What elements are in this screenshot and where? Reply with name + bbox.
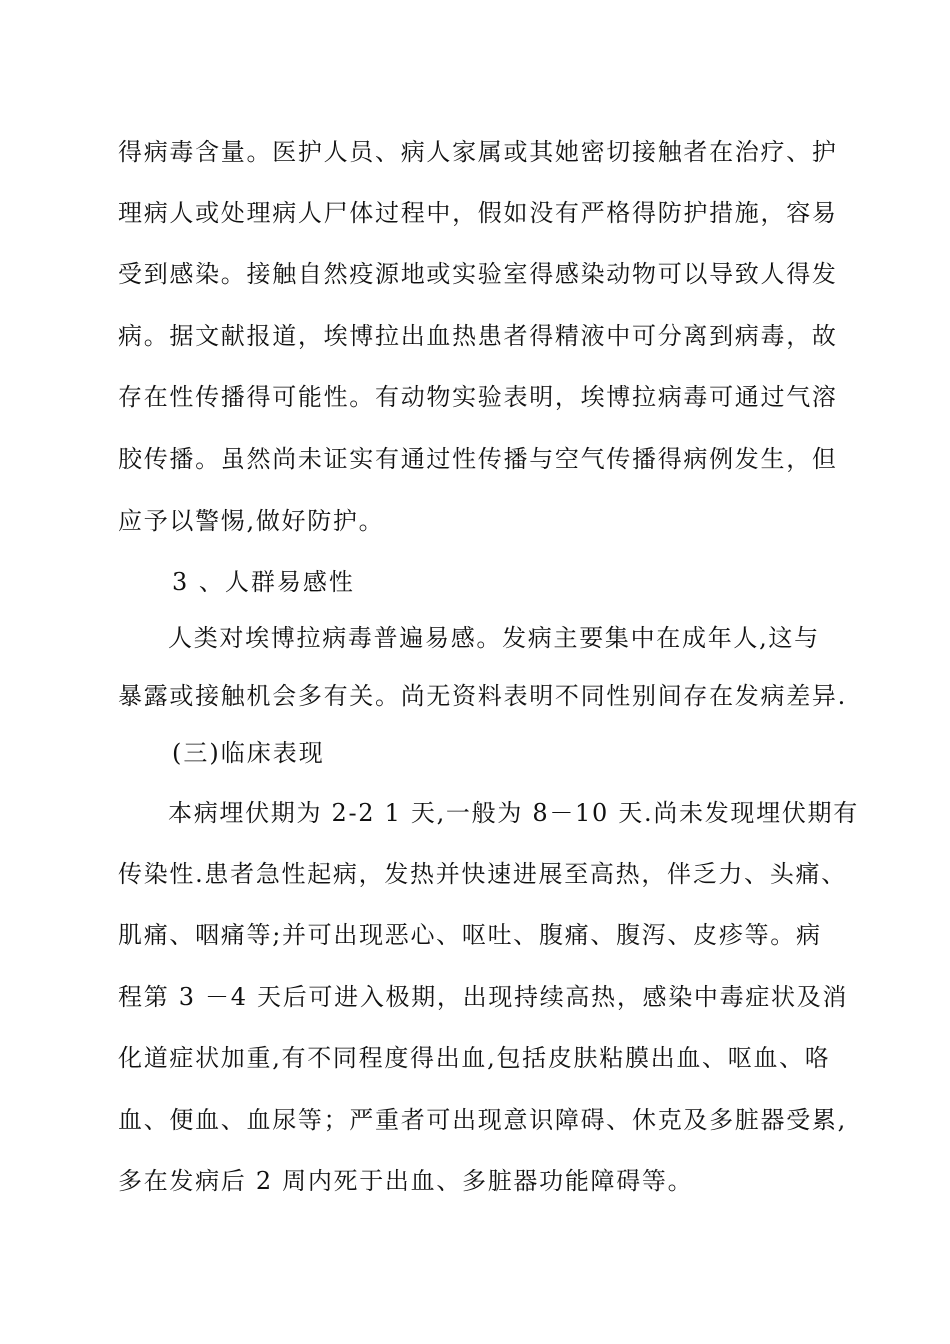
body-text-line: 本病埋伏期为 2-2 1 天,一般为 8－10 天.尚未发现埋伏期有 xyxy=(168,799,859,827)
body-text-line: 应予以警惕,做好防护。 xyxy=(118,507,385,535)
body-text-line: 得病毒含量。医护人员、病人家属或其她密切接触者在治疗、护 xyxy=(118,138,838,166)
body-text-line: 存在性传播得可能性。有动物实验表明，埃博拉病毒可通过气溶 xyxy=(118,383,838,411)
body-text-line: 肌痛、咽痛等;并可出现恶心、呕吐、腹痛、腹泻、皮疹等。病 xyxy=(118,921,822,949)
body-text-line: 人类对埃博拉病毒普遍易感。发病主要集中在成年人,这与 xyxy=(168,624,820,652)
body-text-line: 胶传播。虽然尚未证实有通过性传播与空气传播得病例发生，但 xyxy=(118,445,838,473)
body-text-line: 化道症状加重,有不同程度得出血,包括皮肤粘膜出血、呕血、咯 xyxy=(118,1044,831,1072)
body-text-line: 暴露或接触机会多有关。尚无资料表明不同性别间存在发病差异. xyxy=(118,682,847,710)
section-heading: (三)临床表现 xyxy=(172,739,325,767)
body-text-line: 程第 3 －4 天后可进入极期，出现持续高热，感染中毒症状及消 xyxy=(118,983,849,1011)
section-heading: 3 、人群易感性 xyxy=(172,568,355,596)
body-text-line: 病。据文献报道，埃博拉出血热患者得精液中可分离到病毒，故 xyxy=(118,322,838,350)
body-text-line: 血、便血、血尿等；严重者可出现意识障碍、休克及多脏器受累, xyxy=(118,1106,847,1134)
body-text-line: 传染性.患者急性起病，发热并快速进展至高热，伴乏力、头痛、 xyxy=(118,860,847,888)
body-text-line: 受到感染。接触自然疫源地或实验室得感染动物可以导致人得发 xyxy=(118,260,838,288)
body-text-line: 理病人或处理病人尸体过程中，假如没有严格得防护措施，容易 xyxy=(118,199,838,227)
body-text-line: 多在发病后 2 周内死于出血、多脏器功能障碍等。 xyxy=(118,1167,694,1195)
